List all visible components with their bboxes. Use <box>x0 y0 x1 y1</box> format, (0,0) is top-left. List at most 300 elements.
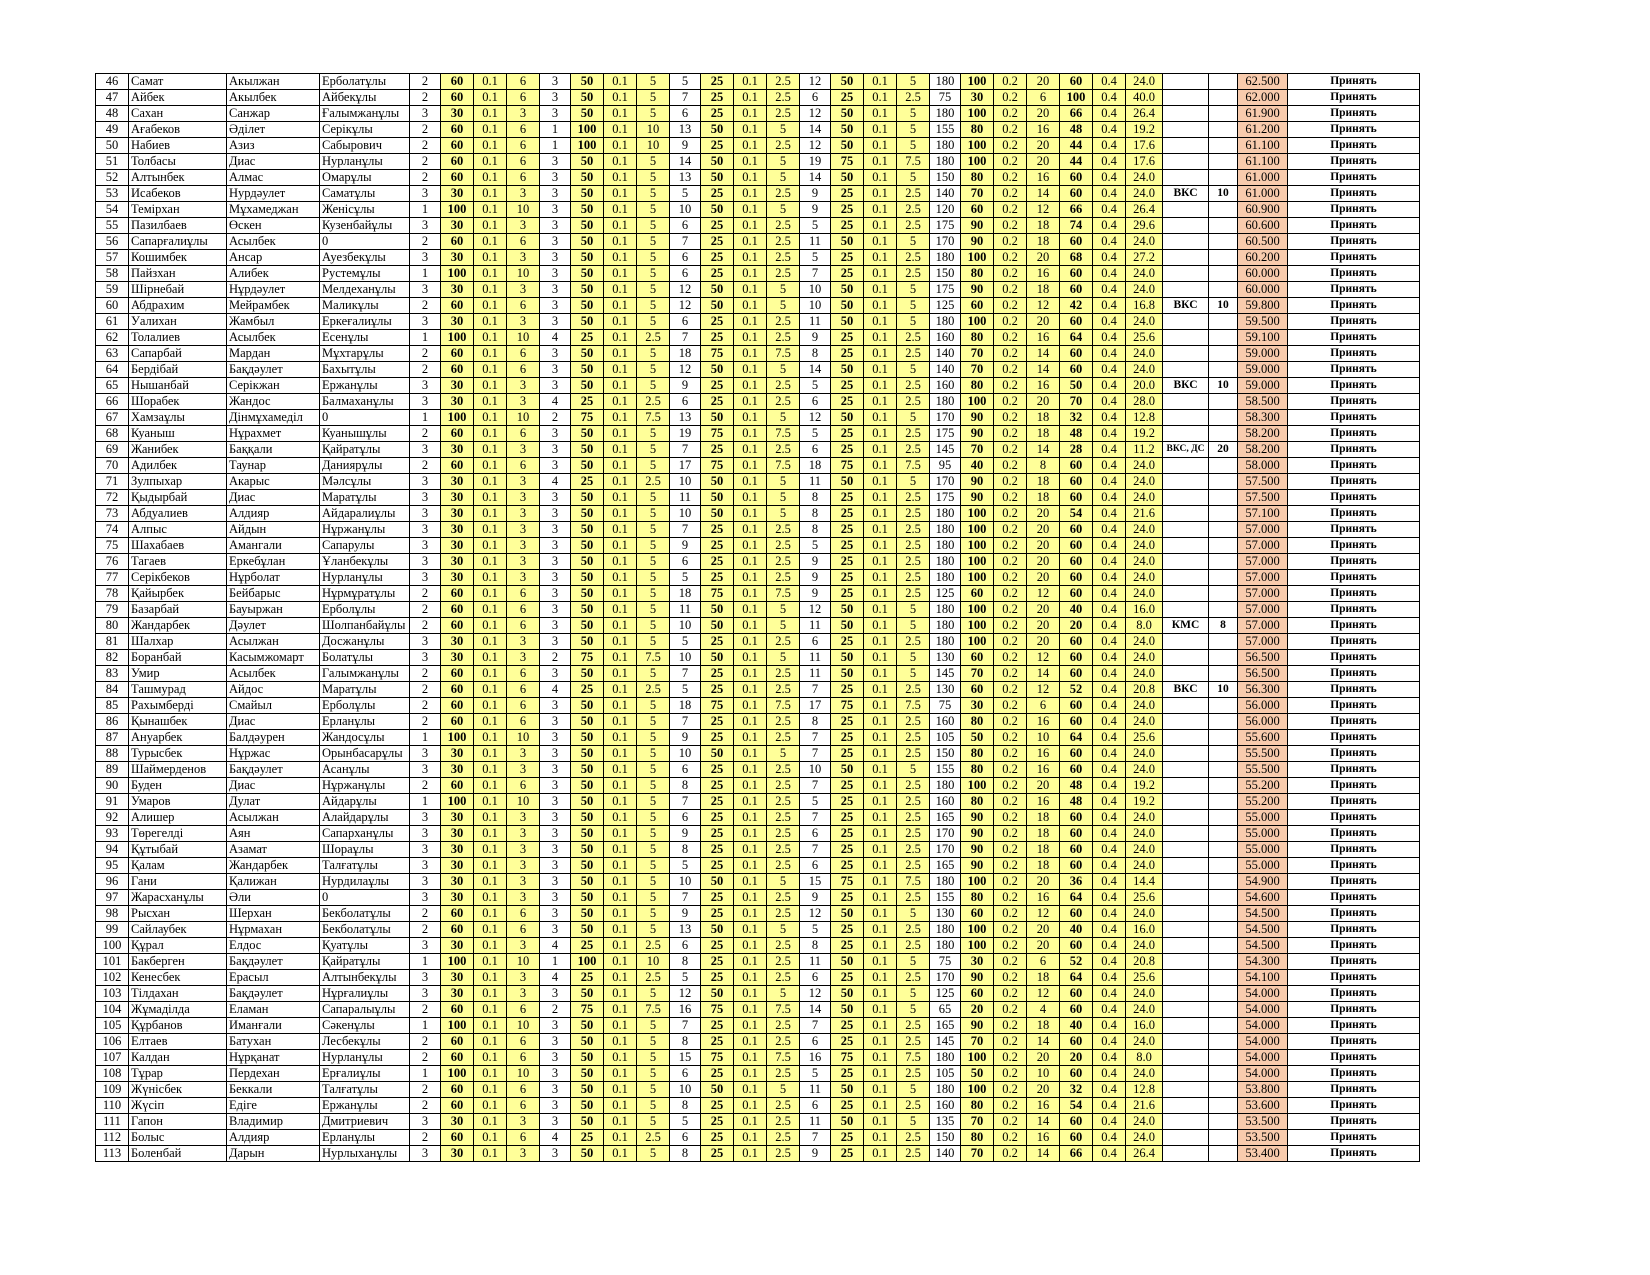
g6-score: 11.2 <box>1126 442 1163 458</box>
g6-points: 60 <box>1060 314 1093 330</box>
extra-points: 8 <box>1209 618 1238 634</box>
g3-points: 75 <box>701 458 734 474</box>
g5-result: 180 <box>930 250 961 266</box>
g3-points: 25 <box>701 666 734 682</box>
table-row <box>96 426 1420 442</box>
g2-coef: 0.1 <box>604 330 637 346</box>
g4-result: 6 <box>800 90 831 106</box>
extra-points <box>1209 394 1238 410</box>
g2-score: 5 <box>637 922 670 938</box>
total-score: 60.200 <box>1238 250 1288 266</box>
g2-points: 50 <box>571 1050 604 1066</box>
first-name: Алдияр <box>227 506 320 522</box>
g4-coef: 0.1 <box>864 554 897 570</box>
g1-points: 100 <box>441 410 474 426</box>
first-name: Нурдәулет <box>227 186 320 202</box>
g2-score: 5 <box>637 202 670 218</box>
g6-points: 52 <box>1060 682 1093 698</box>
g3-result: 6 <box>670 266 701 282</box>
g1-rank: 2 <box>410 666 441 682</box>
g3-score: 2.5 <box>767 330 800 346</box>
g4-coef: 0.1 <box>864 522 897 538</box>
g4-score: 2.5 <box>897 842 930 858</box>
patronymic: Ерболұлы <box>320 698 410 714</box>
row-number: 64 <box>96 362 129 378</box>
g4-result: 6 <box>800 970 831 986</box>
surname: Құрбанов <box>129 1018 227 1034</box>
extra-points <box>1209 762 1238 778</box>
g3-score: 2.5 <box>767 314 800 330</box>
g5-result: 130 <box>930 650 961 666</box>
surname: Жарасханұлы <box>129 890 227 906</box>
g5-score: 16 <box>1027 378 1060 394</box>
g6-points: 20 <box>1060 1050 1093 1066</box>
g3-points: 50 <box>701 298 734 314</box>
g2-coef: 0.1 <box>604 842 637 858</box>
g3-coef: 0.1 <box>734 490 767 506</box>
g1-points: 30 <box>441 106 474 122</box>
first-name: Еламан <box>227 1002 320 1018</box>
surname: Алтынбек <box>129 170 227 186</box>
g6-score: 24.0 <box>1126 314 1163 330</box>
g6-score: 24.0 <box>1126 826 1163 842</box>
first-name: Азамат <box>227 842 320 858</box>
g4-coef: 0.1 <box>864 778 897 794</box>
g3-score: 7.5 <box>767 1050 800 1066</box>
g4-score: 5 <box>897 986 930 1002</box>
g6-score: 24.0 <box>1126 538 1163 554</box>
g3-result: 6 <box>670 250 701 266</box>
extra-points <box>1209 490 1238 506</box>
extra-status <box>1163 778 1209 794</box>
g5-score: 18 <box>1027 1018 1060 1034</box>
decision: Принять <box>1288 490 1420 506</box>
g5-coef: 0.2 <box>994 842 1027 858</box>
g5-score: 14 <box>1027 346 1060 362</box>
g4-points: 25 <box>831 1034 864 1050</box>
g3-points: 25 <box>701 250 734 266</box>
g1-coef: 0.1 <box>474 778 507 794</box>
g2-score: 5 <box>637 730 670 746</box>
g2-score: 5 <box>637 266 670 282</box>
results-table <box>95 73 1420 1162</box>
total-score: 56.500 <box>1238 666 1288 682</box>
surname: Умаров <box>129 794 227 810</box>
g3-result: 6 <box>670 938 701 954</box>
g4-result: 5 <box>800 378 831 394</box>
surname: Рысхан <box>129 906 227 922</box>
g2-coef: 0.1 <box>604 250 637 266</box>
g3-coef: 0.1 <box>734 74 767 90</box>
patronymic: Бахытұлы <box>320 362 410 378</box>
g4-points: 50 <box>831 122 864 138</box>
g2-coef: 0.1 <box>604 682 637 698</box>
g2-score: 7.5 <box>637 1002 670 1018</box>
table-row <box>96 714 1420 730</box>
g2-score: 5 <box>637 778 670 794</box>
g4-result: 6 <box>800 634 831 650</box>
g6-points: 60 <box>1060 906 1093 922</box>
g4-coef: 0.1 <box>864 1050 897 1066</box>
extra-status <box>1163 362 1209 378</box>
g5-points: 70 <box>961 1034 994 1050</box>
g2-score: 2.5 <box>637 330 670 346</box>
surname: Пазилбаев <box>129 218 227 234</box>
row-number: 113 <box>96 1146 129 1162</box>
total-score: 53.400 <box>1238 1146 1288 1162</box>
g6-points: 66 <box>1060 106 1093 122</box>
g4-result: 5 <box>800 538 831 554</box>
g6-coef: 0.4 <box>1093 522 1126 538</box>
g4-points: 50 <box>831 618 864 634</box>
g4-coef: 0.1 <box>864 490 897 506</box>
g4-result: 12 <box>800 602 831 618</box>
g1-rank: 3 <box>410 538 441 554</box>
g1-rank: 2 <box>410 682 441 698</box>
extra-points: 20 <box>1209 442 1238 458</box>
extra-points: 10 <box>1209 682 1238 698</box>
g6-points: 64 <box>1060 890 1093 906</box>
g4-result: 12 <box>800 906 831 922</box>
decision: Принять <box>1288 922 1420 938</box>
total-score: 62.000 <box>1238 90 1288 106</box>
g3-coef: 0.1 <box>734 890 767 906</box>
g4-coef: 0.1 <box>864 570 897 586</box>
g4-coef: 0.1 <box>864 154 897 170</box>
g1-score: 6 <box>507 922 540 938</box>
total-score: 57.000 <box>1238 538 1288 554</box>
g2-score: 2.5 <box>637 1130 670 1146</box>
g4-result: 14 <box>800 170 831 186</box>
total-score: 53.500 <box>1238 1114 1288 1130</box>
total-score: 57.000 <box>1238 522 1288 538</box>
g5-score: 16 <box>1027 746 1060 762</box>
g1-score: 3 <box>507 970 540 986</box>
g5-score: 18 <box>1027 426 1060 442</box>
g4-result: 6 <box>800 1098 831 1114</box>
g3-coef: 0.1 <box>734 138 767 154</box>
surname: Хамзаұлы <box>129 410 227 426</box>
g5-points: 70 <box>961 442 994 458</box>
g5-points: 100 <box>961 154 994 170</box>
g4-score: 5 <box>897 906 930 922</box>
g4-result: 6 <box>800 858 831 874</box>
total-score: 59.800 <box>1238 298 1288 314</box>
first-name: Иманғали <box>227 1018 320 1034</box>
patronymic: Орынбасарұлы <box>320 746 410 762</box>
g5-coef: 0.2 <box>994 90 1027 106</box>
g6-coef: 0.4 <box>1093 858 1126 874</box>
g1-coef: 0.1 <box>474 1034 507 1050</box>
extra-status <box>1163 314 1209 330</box>
g5-result: 150 <box>930 266 961 282</box>
g1-coef: 0.1 <box>474 266 507 282</box>
patronymic: Бекболатұлы <box>320 906 410 922</box>
g2-coef: 0.1 <box>604 634 637 650</box>
g6-coef: 0.4 <box>1093 1034 1126 1050</box>
g1-coef: 0.1 <box>474 650 507 666</box>
table-row <box>96 250 1420 266</box>
g3-result: 8 <box>670 778 701 794</box>
first-name: Таунар <box>227 458 320 474</box>
g3-result: 5 <box>670 858 701 874</box>
g5-coef: 0.2 <box>994 666 1027 682</box>
extra-points <box>1209 826 1238 842</box>
patronymic: Асанұлы <box>320 762 410 778</box>
table-row <box>96 858 1420 874</box>
g5-result: 75 <box>930 954 961 970</box>
row-number: 78 <box>96 586 129 602</box>
g1-points: 30 <box>441 874 474 890</box>
g3-score: 7.5 <box>767 458 800 474</box>
g6-coef: 0.4 <box>1093 218 1126 234</box>
g6-points: 60 <box>1060 666 1093 682</box>
row-number: 50 <box>96 138 129 154</box>
g6-coef: 0.4 <box>1093 90 1126 106</box>
decision: Принять <box>1288 282 1420 298</box>
patronymic: Сапарулы <box>320 538 410 554</box>
g3-coef: 0.1 <box>734 922 767 938</box>
g3-coef: 0.1 <box>734 698 767 714</box>
decision: Принять <box>1288 618 1420 634</box>
extra-points <box>1209 1018 1238 1034</box>
g5-result: 170 <box>930 842 961 858</box>
decision: Принять <box>1288 362 1420 378</box>
g3-result: 5 <box>670 970 701 986</box>
g2-coef: 0.1 <box>604 378 637 394</box>
g3-result: 6 <box>670 1130 701 1146</box>
g3-score: 7.5 <box>767 1002 800 1018</box>
g6-coef: 0.4 <box>1093 922 1126 938</box>
g1-points: 30 <box>441 282 474 298</box>
total-score: 58.300 <box>1238 410 1288 426</box>
g1-points: 30 <box>441 314 474 330</box>
g5-result: 155 <box>930 122 961 138</box>
decision: Принять <box>1288 698 1420 714</box>
g2-points: 50 <box>571 1098 604 1114</box>
g4-coef: 0.1 <box>864 1066 897 1082</box>
g6-coef: 0.4 <box>1093 1050 1126 1066</box>
g2-points: 100 <box>571 138 604 154</box>
g3-points: 25 <box>701 906 734 922</box>
g3-score: 2.5 <box>767 762 800 778</box>
g6-coef: 0.4 <box>1093 538 1126 554</box>
g3-points: 25 <box>701 762 734 778</box>
g1-score: 10 <box>507 794 540 810</box>
g4-points: 75 <box>831 458 864 474</box>
g1-rank: 3 <box>410 826 441 842</box>
g1-score: 10 <box>507 410 540 426</box>
extra-points <box>1209 1114 1238 1130</box>
g4-coef: 0.1 <box>864 1082 897 1098</box>
g2-coef: 0.1 <box>604 570 637 586</box>
g3-coef: 0.1 <box>734 202 767 218</box>
g1-points: 60 <box>441 922 474 938</box>
g3-points: 25 <box>701 330 734 346</box>
g4-score: 2.5 <box>897 250 930 266</box>
g5-result: 170 <box>930 410 961 426</box>
g2-rank: 3 <box>540 986 571 1002</box>
extra-points <box>1209 250 1238 266</box>
extra-points <box>1209 538 1238 554</box>
g3-coef: 0.1 <box>734 730 767 746</box>
g6-points: 60 <box>1060 634 1093 650</box>
g3-points: 25 <box>701 1034 734 1050</box>
decision: Принять <box>1288 666 1420 682</box>
g5-points: 90 <box>961 282 994 298</box>
g4-result: 7 <box>800 746 831 762</box>
g2-coef: 0.1 <box>604 1066 637 1082</box>
g1-score: 6 <box>507 906 540 922</box>
patronymic: Ерланұлы <box>320 1130 410 1146</box>
extra-points <box>1209 842 1238 858</box>
g6-points: 52 <box>1060 954 1093 970</box>
g3-points: 25 <box>701 186 734 202</box>
table-row <box>96 186 1420 202</box>
extra-status <box>1163 1146 1209 1162</box>
first-name: Бауыржан <box>227 602 320 618</box>
g2-points: 25 <box>571 970 604 986</box>
first-name: Асылбек <box>227 330 320 346</box>
g1-score: 3 <box>507 538 540 554</box>
g1-score: 3 <box>507 842 540 858</box>
row-number: 71 <box>96 474 129 490</box>
g1-rank: 3 <box>410 186 441 202</box>
surname: Абдрахим <box>129 298 227 314</box>
extra-points <box>1209 202 1238 218</box>
g6-coef: 0.4 <box>1093 634 1126 650</box>
g5-result: 140 <box>930 1146 961 1162</box>
extra-status <box>1163 170 1209 186</box>
table-row <box>96 202 1420 218</box>
decision: Принять <box>1288 298 1420 314</box>
patronymic: Нұрмұратұлы <box>320 586 410 602</box>
g1-score: 6 <box>507 1034 540 1050</box>
g5-result: 75 <box>930 698 961 714</box>
g5-coef: 0.2 <box>994 170 1027 186</box>
g2-score: 10 <box>637 954 670 970</box>
g1-points: 60 <box>441 714 474 730</box>
extra-status <box>1163 922 1209 938</box>
g5-coef: 0.2 <box>994 298 1027 314</box>
g5-points: 100 <box>961 522 994 538</box>
g1-score: 6 <box>507 1050 540 1066</box>
g2-score: 5 <box>637 106 670 122</box>
g3-coef: 0.1 <box>734 122 767 138</box>
table-row <box>96 730 1420 746</box>
row-number: 85 <box>96 698 129 714</box>
g4-coef: 0.1 <box>864 378 897 394</box>
g2-score: 5 <box>637 1050 670 1066</box>
first-name: Аян <box>227 826 320 842</box>
row-number: 80 <box>96 618 129 634</box>
g4-score: 2.5 <box>897 554 930 570</box>
extra-points <box>1209 458 1238 474</box>
g5-coef: 0.2 <box>994 874 1027 890</box>
g2-coef: 0.1 <box>604 826 637 842</box>
g4-coef: 0.1 <box>864 906 897 922</box>
g6-points: 60 <box>1060 986 1093 1002</box>
g3-coef: 0.1 <box>734 1114 767 1130</box>
first-name: Әли <box>227 890 320 906</box>
total-score: 54.000 <box>1238 986 1288 1002</box>
g1-score: 6 <box>507 346 540 362</box>
g2-score: 5 <box>637 490 670 506</box>
g1-points: 60 <box>441 1050 474 1066</box>
g5-coef: 0.2 <box>994 570 1027 586</box>
g5-points: 100 <box>961 618 994 634</box>
g1-points: 30 <box>441 186 474 202</box>
surname: Гани <box>129 874 227 890</box>
surname: Болыс <box>129 1130 227 1146</box>
g5-result: 180 <box>930 106 961 122</box>
first-name: Қалижан <box>227 874 320 890</box>
g2-score: 5 <box>637 618 670 634</box>
g1-rank: 2 <box>410 170 441 186</box>
g1-points: 30 <box>441 442 474 458</box>
g4-score: 2.5 <box>897 634 930 650</box>
extra-status <box>1163 1130 1209 1146</box>
g2-rank: 3 <box>540 922 571 938</box>
g1-points: 100 <box>441 794 474 810</box>
g3-result: 9 <box>670 826 701 842</box>
g2-rank: 2 <box>540 650 571 666</box>
g3-result: 5 <box>670 682 701 698</box>
surname: Боленбай <box>129 1146 227 1162</box>
g6-coef: 0.4 <box>1093 602 1126 618</box>
g3-score: 2.5 <box>767 890 800 906</box>
g4-result: 14 <box>800 122 831 138</box>
g6-coef: 0.4 <box>1093 330 1126 346</box>
surname: Куаныш <box>129 426 227 442</box>
g5-score: 16 <box>1027 714 1060 730</box>
g1-coef: 0.1 <box>474 282 507 298</box>
g1-rank: 1 <box>410 1018 441 1034</box>
g6-score: 26.4 <box>1126 106 1163 122</box>
patronymic: Ержанұлы <box>320 1098 410 1114</box>
surname: Бердібай <box>129 362 227 378</box>
patronymic: Алтынбекұлы <box>320 970 410 986</box>
g3-result: 18 <box>670 698 701 714</box>
g2-rank: 3 <box>540 234 571 250</box>
g5-points: 40 <box>961 458 994 474</box>
extra-status <box>1163 858 1209 874</box>
table-row <box>96 90 1420 106</box>
g1-rank: 2 <box>410 362 441 378</box>
g5-result: 175 <box>930 426 961 442</box>
row-number: 55 <box>96 218 129 234</box>
row-number: 54 <box>96 202 129 218</box>
g2-coef: 0.1 <box>604 858 637 874</box>
g4-score: 2.5 <box>897 858 930 874</box>
g3-score: 5 <box>767 1082 800 1098</box>
patronymic: 0 <box>320 234 410 250</box>
row-number: 94 <box>96 842 129 858</box>
g2-points: 50 <box>571 906 604 922</box>
g3-score: 5 <box>767 282 800 298</box>
g1-score: 3 <box>507 890 540 906</box>
g5-points: 70 <box>961 346 994 362</box>
g2-score: 5 <box>637 986 670 1002</box>
g6-coef: 0.4 <box>1093 362 1126 378</box>
g3-points: 50 <box>701 154 734 170</box>
g6-score: 24.0 <box>1126 170 1163 186</box>
surname: Шалхар <box>129 634 227 650</box>
g2-rank: 3 <box>540 506 571 522</box>
g1-coef: 0.1 <box>474 922 507 938</box>
g4-result: 12 <box>800 410 831 426</box>
total-score: 57.100 <box>1238 506 1288 522</box>
